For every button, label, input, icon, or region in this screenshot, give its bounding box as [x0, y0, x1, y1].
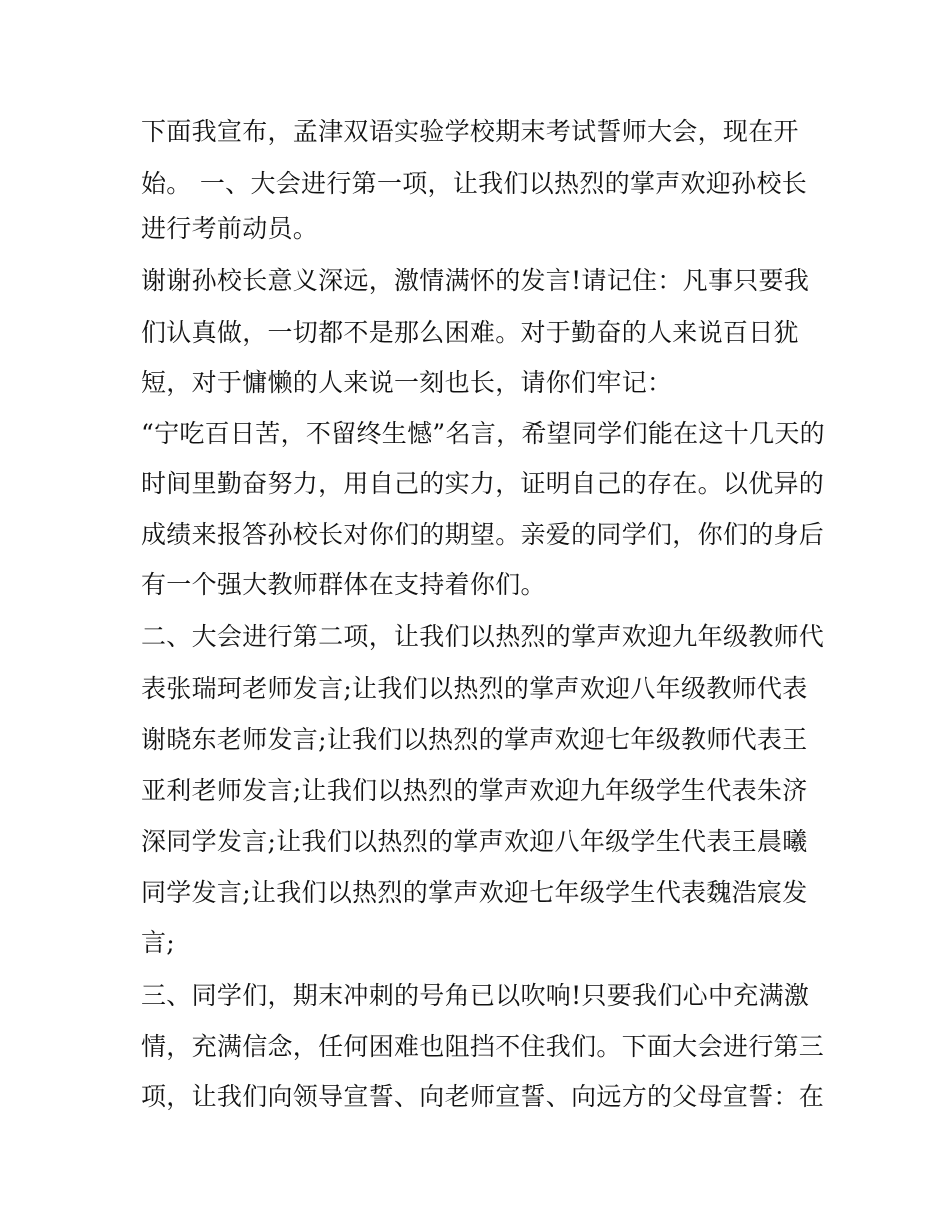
text-line: 同学发言;让我们以热烈的掌声欢迎七年级学生代表魏浩宸发	[141, 878, 808, 907]
text-line: 有一个强大教师群体在支持着你们。	[141, 570, 546, 599]
text-line: 短，对于慵懒的人来说一刻也长，请你们牢记：	[141, 368, 673, 397]
text-line: 进行考前动员。	[141, 214, 319, 243]
text-line: 下面我宣布，孟津双语实验学校期末考试誓师大会，现在开	[141, 117, 799, 146]
text-line: 二、大会进行第二项，让我们以热烈的掌声欢迎九年级教师代	[141, 622, 825, 651]
text-line: 项，让我们向领导宣誓、向老师宣誓、向远方的父母宣誓：在	[141, 1082, 825, 1111]
text-line: “宁吃百日苦，不留终生憾”名言，希望同学们能在这十几天的	[141, 419, 825, 448]
text-line: 时间里勤奋努力，用自己的实力，证明自己的存在。以优异的	[141, 469, 825, 498]
text-line: 表张瑞珂老师发言;让我们以热烈的掌声欢迎八年级教师代表	[141, 674, 808, 703]
text-line: 始。 一、大会进行第一项，让我们以热烈的掌声欢迎孙校长	[141, 169, 808, 198]
text-line: 谢晓东老师发言;让我们以热烈的掌声欢迎七年级教师代表王	[141, 725, 808, 754]
text-line: 三、同学们，期末冲刺的号角已以吹响!只要我们心中充满激	[141, 981, 810, 1010]
text-line: 谢谢孙校长意义深远，激情满怀的发言!请记住：凡事只要我	[141, 266, 810, 295]
text-line: 亚利老师发言;让我们以热烈的掌声欢迎九年级学生代表朱济	[141, 776, 808, 805]
text-line: 情，充满信念，任何困难也阻挡不住我们。下面大会进行第三	[141, 1032, 825, 1061]
text-line: 们认真做，一切都不是那么困难。对于勤奋的人来说百日犹	[141, 318, 799, 347]
text-line: 成绩来报答孙校长对你们的期望。亲爱的同学们，你们的身后	[141, 520, 825, 549]
text-line: 深同学发言;让我们以热烈的掌声欢迎八年级学生代表王晨曦	[141, 827, 808, 856]
text-line: 言;	[141, 928, 176, 957]
